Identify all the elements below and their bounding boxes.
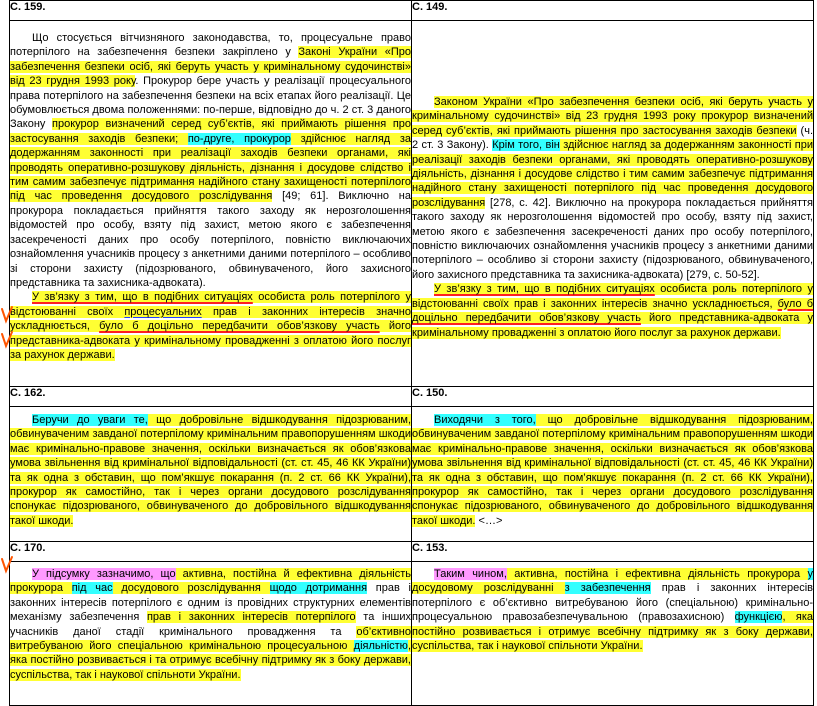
- right-page-header: С. 149.: [412, 1, 814, 21]
- highlight-law: Законі України «Про забезпечення безпеки осіб, які беруть участь у кримінальному судочинстві» від 23 грудня 1993 року: [10, 46, 411, 88]
- highlight-yellow: Законом України «Про забезпечення безпеки осіб, які беруть участь у кримінальному судочинстві» від 23 грудня 1993 року прокурор визначений серед суб’єктів, які приймають рішення про застосування заходів безпеки: [412, 96, 813, 137]
- highlight-cyan: діяльністю: [353, 640, 408, 653]
- highlight-cyan: Виходячи з того,: [434, 414, 536, 426]
- highlight-yellow: його представника-адвоката у кримінальному провадженні з оплатою його послуг за рахунок держави.: [10, 320, 411, 361]
- right-paragraph-4: [412, 567, 813, 653]
- right-cell-3: [412, 562, 814, 706]
- highlight-underlined: було б доцільно передбачити обов’язкову участь: [99, 320, 380, 333]
- row-1-body: [10, 21, 814, 387]
- highlight-yellow: що добровільне відшкодування підозрюваним, обвинуваченим завданої потерпілому кримінальним правопорушенням шкоди має кримінально-правове значення, оскільки визначається як обов’язкова умова звільнення від кримінальної відповідальності (ст. ст. 45, 46 КК України) та як одна з обставин, що пом’якшує покарання (п. 2 ст. 66 КК України), прокурор як самостійно, так і через органи досудового розслідування спонукає підозрюваного, обвинуваченого до добровільного відшкодування такої шкоди.: [412, 414, 813, 527]
- row-3-header: [10, 542, 814, 562]
- left-page-header: С. 162.: [10, 387, 412, 407]
- highlight-underlined: було б доцільно передбачити обов’язкову участь: [412, 297, 813, 325]
- highlight-yellow: особиста роль потерпілого у відстоюванні своїх прав і законних інтересів значно ускладнюється,: [412, 283, 813, 310]
- right-paragraph-1: [412, 95, 813, 282]
- highlight-yellow: здійснює нагляд за додержанням законності при реалізації заходів безпеки органами, які проводять оперативно-розшукову діяльність, дізнання і досудове слідство і тим самим забезпечує підтримання надійного стану захищеності потерпілого під час проведення досудового розслідування: [10, 132, 411, 203]
- check-mark-icon: [0, 555, 14, 575]
- row-3-body: [10, 562, 814, 706]
- row-2-body: [10, 407, 814, 542]
- highlight-yellow: , яка постійно розвивається і та отримує всебічну підтримку як з боку держави, суспільства, так і наукової спільноти України.: [10, 640, 411, 681]
- highlight-underlined-blue: процесуальних: [124, 305, 202, 318]
- highlight-yellow: досудовому розслідуванні: [412, 582, 565, 595]
- highlight-yellow: його представника-адвоката у кримінальному провадженні з оплатою його послуг за рахунок держави.: [412, 312, 813, 339]
- check-mark-icon: [0, 305, 14, 325]
- highlight-cyan: функцією: [734, 611, 783, 624]
- left-page-header: С. 170.: [10, 542, 412, 562]
- text-fragment: Що стосується вітчизняного законодавства, то, процесуальне право потерпілого на забезпечення безпеки закріплено у: [10, 32, 411, 59]
- right-page-header: С. 153.: [412, 542, 814, 562]
- right-paragraph-2: [412, 282, 813, 340]
- highlight-cyan: Беручи до уваги те,: [32, 414, 148, 426]
- left-paragraph-1: [10, 31, 411, 290]
- text-fragment: та інших учасників даної стадії кримінального провадження та: [10, 611, 412, 638]
- text-fragment: (ч. 2 ст. 3 Закону).: [412, 124, 813, 152]
- highlight-yellow: об’єктивно витребуваною його спеціальною кримінальною процесуальною: [10, 625, 411, 653]
- check-mark-icon: [0, 330, 14, 350]
- row-1-header: [10, 1, 814, 21]
- left-paragraph-3: [10, 413, 411, 528]
- right-cell-2: [412, 407, 814, 542]
- highlight-yellow: здійснює нагляд за додержанням законності при реалізації заходів безпеки органами, які проводять оперативно-розшукову діяльність, дізнання і досудове слідство і тим самим забезпечує підтримання надійного стану захищеності потерпілого під час проведення досудового розслідування: [412, 139, 814, 209]
- right-page-header: С. 150.: [412, 387, 814, 407]
- left-cell-1: [10, 21, 412, 387]
- text-fragment: <…>: [475, 514, 503, 527]
- highlight-yellow: досудового розслідування: [112, 582, 270, 595]
- comparison-table: [9, 0, 814, 706]
- left-paragraph-4: [10, 567, 411, 682]
- highlight-cyan: щодо дотримання: [269, 582, 368, 595]
- highlight-yellow: активна, постійна і ефективна діяльність прокурора: [506, 568, 808, 580]
- highlight-yellow: прав і законних інтересів значно ускладнюється,: [10, 305, 411, 333]
- row-2-header: [10, 387, 814, 407]
- highlight-yellow: активна, постійна й ефективна діяльність прокурора: [10, 568, 412, 595]
- highlight-yellow: прав і законних інтересів потерпілого: [146, 611, 356, 624]
- text-fragment: . Прокурор бере участь у реалізації процесуального права потерпілого на забезпечення безпеки на всіх етапах його реалізації. Це обумовлюється двома положеннями: по-перше, відповідно до ч. 2 ст. 3 даного Закону: [10, 75, 411, 131]
- text-fragment: [49; 61]. Виключно на прокурора покладається прийняття такого заходу як нерозголошення відомостей про особу, взяту під захист, метою якого є забезпечення засекреченості даних про особу потерпілого, повністю виключаючих ознайомлення учасників процесу з анкетними даними потерпілого – особливо зі сторони захисту (підозрюваного, обвинуваченого, його захисного представника та захисника-адвоката).: [10, 190, 411, 289]
- highlight-cyan: з забезпечення: [564, 582, 651, 595]
- left-cell-3: [10, 562, 412, 706]
- right-cell-1: [412, 21, 814, 387]
- right-paragraph-3: [412, 413, 813, 528]
- highlight-yellow: що добровільне відшкодування підозрюваним, обвинуваченим завданої потерпілому кримінальним правопорушенням шкоди має кримінально-правове значення, оскільки визначається як обов’язкова умова звільнення від кримінальної відповідальності (ст. ст. 45, 46 КК України) та як одна з обставин, що пом’якшує покарання (п. 2 ст. 66 КК України), прокурор як самостійно, так і через органи досудового розслідування спонукає підозрюваного, обвинуваченого до добровільного відшкодування такої шкоди.: [10, 414, 412, 527]
- text-fragment: [278, с. 42]. Виключно на прокурора покладається прийняття такого заходу як нерозголошення відомостей про особу, взяту під захист, метою якого є забезпечення засекреченості даних про особу потерпілого, повністю виключаючих ознайомлення учасників процесу з анкетними даними потерпілого – особливо зі сторони захисту (підозрюваного, обвинуваченого, його захисного представника та захисника-адвоката) [279, с. 50-52].: [412, 196, 813, 281]
- left-paragraph-2: [10, 290, 411, 362]
- text-fragment: прав і законних інтересів потерпілого є одним із провідних структурних елементів механізму забезпечення: [10, 582, 411, 624]
- highlight-pink: У підсумку зазначимо, що: [32, 568, 176, 580]
- highlight-underlined: У зв’язку з тим, що в подібних ситуаціях: [32, 291, 253, 304]
- highlight-yellow: особиста роль потерпілого у відстоюванні своїх: [10, 291, 411, 318]
- highlight-cyan: у: [807, 568, 813, 580]
- highlight-yellow: , яка постійно розвивається і отримує всебічну підтримку як з боку держави, суспільства, так і наукової спільноти України.: [412, 611, 813, 653]
- highlight-cyan: по-друге, прокурор: [187, 132, 291, 145]
- highlight-cyan: Крім того, він: [492, 139, 560, 152]
- highlight-pink: Таким чином,: [434, 568, 507, 580]
- left-page-header: С. 159.: [10, 1, 412, 21]
- text-fragment: прав і законних інтересів потерпілого є об’єктивно витребуваною його (спеціальною) кримінально-процесуальною правозабезпечувальною (правозахисною): [412, 582, 813, 624]
- highlight-cyan: під час: [71, 582, 113, 595]
- highlight-underlined: У зв’язку з тим, що в подібних ситуаціях: [434, 283, 655, 296]
- left-cell-2: [10, 407, 412, 542]
- text-fragment: ;: [175, 132, 188, 145]
- highlight-yellow: прокурор визначений серед суб’єктів, які приймають рішення про застосування заходів безпеки: [10, 118, 412, 145]
